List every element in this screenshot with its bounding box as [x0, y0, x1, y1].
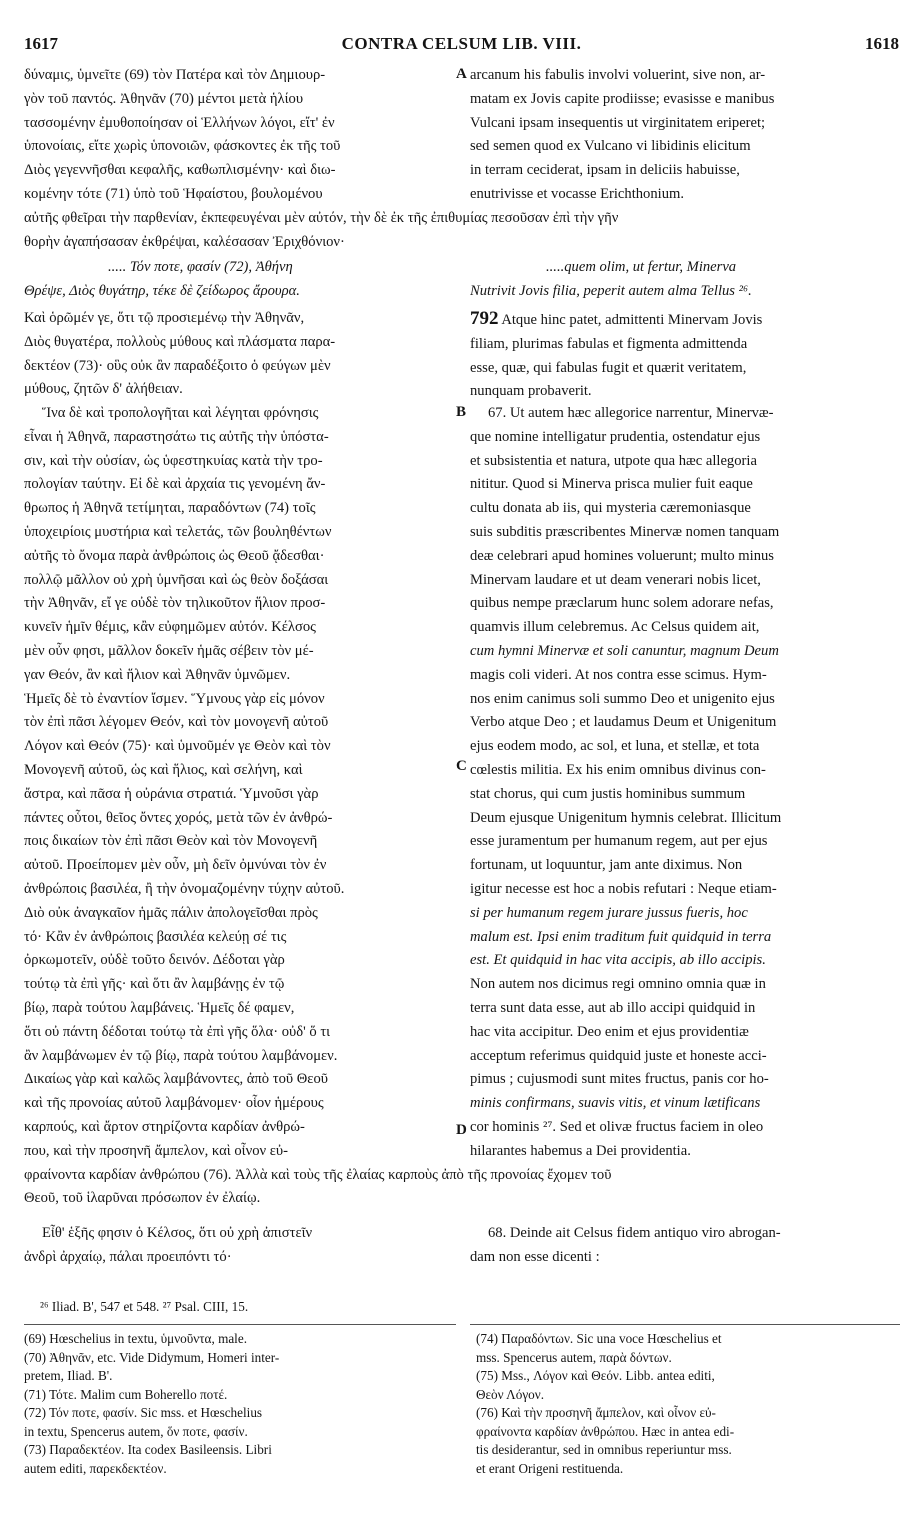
greek-column-section-3 [24, 402, 456, 1164]
greek-line: ὑπονοίαις, εἴτε χωρὶς ὑπονοιῶν, φάσκοντες ἐκ τῆς τοῦ [24, 138, 341, 155]
verse-line: ..... Τόν ποτε, φασίν (72), Ἀθήνη [108, 259, 293, 275]
running-header [24, 34, 899, 58]
greek-line: βίῳ, παρὰ τούτου λαμβάνεις. Ἡμεῖς δέ φαμεν, [24, 999, 295, 1016]
running-title: CONTRA CELSUM LIB. VIII. [341, 34, 582, 53]
note-line: et erant Origeni restituenda. [476, 1460, 624, 1476]
greek-line: μὲν οὖν φησι, μᾶλλον δοκεῖν ἡμᾶς σέβειν τὸν μέ- [24, 642, 314, 659]
footnote-references [40, 1298, 640, 1317]
note-line: (70) Ἀθηνᾶν, etc. Vide Didymum, Homeri inter- [24, 1349, 280, 1365]
greek-column-section-1 [24, 64, 456, 207]
latin-column-section-2 [470, 307, 900, 404]
margin-letter-b: B [456, 404, 467, 420]
latin-line: terra sunt data esse, aut ab illo accipi quidquid in [470, 999, 756, 1016]
greek-column-section-4 [24, 1222, 456, 1270]
greek-line: κυνεῖν ἡμῖν θέμις, κἂν εὐφημῶμεν αὐτόν. Κέλσος [24, 619, 316, 636]
greek-line: Εἶθ' ἑξῆς φησιν ὁ Κέλσος, ὅτι οὐ χρὴ ἀπιστεῖν [42, 1225, 313, 1241]
greek-line: κομένην τότε (71) ὑπὸ τοῦ Ἡφαίστου, βουλομένου [24, 185, 323, 202]
greek-line: πολλῷ μᾶλλον οὐ χρὴ ὑμνῆσαι καὶ ὡς θεὸν δοξάσαι [24, 571, 329, 588]
full-width-greek-lines [24, 207, 904, 255]
greek-line: Ἵνα δὲ καὶ τροπολογῆται καὶ λέγηται φρόνησις [42, 405, 319, 421]
note-line: (72) Τόν ποτε, φασίν. Sic mss. et Hœschelius [24, 1405, 263, 1420]
latin-line: est. Et quidquid in hac vita accipis, ab illo accipis. [470, 952, 766, 969]
column-number-792: 792 [470, 308, 499, 329]
margin-letter-c: C [456, 758, 467, 774]
latin-line: ejus eodem modo, ac sol, et luna, et stellæ, et tota [470, 738, 760, 755]
latin-line: si per humanum regem jurare jussus fueris, hoc [470, 904, 748, 921]
greek-line: ὀρκωμοτεῖν, οὐδὲ τοῦτο δεινόν. Δέδοται γὰρ [24, 952, 285, 969]
latin-line: nos enim canimus soli summo Deo et unigenito ejus [470, 690, 775, 707]
note-line: φραίνοντα καρδίαν ἀνθρώπου. Hæc in antea edi- [476, 1423, 735, 1439]
latin-line: filiam, plurimas fabulas et figmenta admittenda [470, 335, 748, 352]
latin-line: igitur necesse est hoc a nobis refutari : Neque etiam- [470, 880, 777, 897]
latin-line: Deum ejusque Unigenitum hymnis celebrat. Illicitum [470, 809, 782, 826]
latin-line: enutrivisse et vocasse Erichthonium. [470, 185, 684, 202]
latin-line: hilarantes habemus a Dei providentia. [470, 1142, 691, 1159]
latin-line: stat chorus, qui cum justis hominibus summum [470, 785, 746, 802]
latin-column-section-1 [470, 64, 900, 207]
greek-line: Δικαίως γὰρ καὶ καλῶς λαμβάνοντες, ἀπὸ τοῦ Θεοῦ [24, 1071, 328, 1088]
note-line: pretem, Iliad. B'. [24, 1368, 113, 1383]
greek-column-section-2 [24, 307, 456, 402]
greek-line: τούτῳ τὰ ἐπὶ γῆς· καὶ ὅτι ἂν λαμβάνῃς ἐν τῷ [24, 976, 285, 993]
greek-line: Διὸ οὐκ ἀναγκαῖον ἡμᾶς πάλιν ἀπολογεῖσθαι πρὸς [24, 904, 318, 921]
greek-line: δύναμις, ὑμνεῖτε (69) τὸν Πατέρα καὶ τὸν Δημιουρ- [24, 67, 326, 83]
greek-line: τασσομένην ἐμυθοποίησαν οἱ Ἑλλήνων λόγοι, εἴτ' ἐν [24, 114, 335, 131]
latin-line: que nomine intelligatur prudentia, ostendatur ejus [470, 428, 761, 445]
greek-line: Διὸς γεγεννῆσθαι κεφαλῆς, καθωπλισμένην· καὶ διω- [24, 162, 336, 179]
latin-line: Atque hinc patet, admittenti Minervam Jovis [498, 312, 763, 328]
greek-line: εἶναι ἡ Ἀθηνᾶ, παραστησάτω τις αὐτῆς τὴν ὑπόστα- [24, 428, 329, 445]
greek-line: αὐτοῦ. Προείπομεν μὲν οὖν, μὴ δεῖν ὀμνύναι τὸν ἐν [24, 857, 327, 874]
greek-verse-quote [24, 256, 456, 304]
latin-line: 67. Ut autem hæc allegorice narrentur, Minervæ- [488, 405, 774, 421]
latin-line: nunquam probaverit. [470, 383, 592, 400]
greek-line: καὶ τῆς προνοίας αὐτοῦ λαμβάνομεν· οἷον ἡμέρους [24, 1095, 324, 1112]
latin-line: suis subditis præscribentes Minervæ nomen tanquam [470, 523, 780, 540]
latin-line: minis confirmans, suavis vitis, et vinum lætificans [470, 1095, 761, 1112]
latin-line: quamvis illum celebremus. Ac Celsus quidem ait, [470, 619, 760, 636]
greek-line: πολογίαν ταύτην. Εἰ δὲ καὶ ἀρχαία τις γενομένη ἄν- [24, 476, 326, 493]
notes-divider-left [24, 1324, 456, 1325]
greek-line: γαν Θεόν, ἂν καὶ ἥλιον καὶ Ἀθηνᾶν ὑμνῶμεν. [24, 666, 291, 683]
greek-line: τὴν Ἀθηνᾶν, εἴ γε οὐδὲ τὸν τηλικοῦτον ἥλιον προσ- [24, 595, 326, 612]
note-line: Θεὸν Λόγον. [476, 1386, 545, 1402]
greek-line: Καὶ ὁρῶμέν γε, ὅτι τῷ προσιεμένῳ τὴν Ἀθηνᾶν, [24, 310, 305, 326]
greek-line: θρωπος ἡ Ἀθηνᾶ τετίμηται, παραδόντων (74) τοῖς [24, 500, 316, 517]
latin-line: esse juramentum per humanum regem, aut per ejus [470, 833, 768, 850]
latin-line: magis coli videri. At nos contra esse scimus. Hym- [470, 666, 767, 683]
latin-line: Non autem nos dicimus regi omnino omnia quæ in [470, 976, 766, 993]
latin-line: deæ celebrari apud homines voluerunt; multo minus [470, 547, 774, 564]
latin-line: cum hymni Minervæ et soli canuntur, magnum Deum [470, 642, 779, 659]
note-line: (75) Mss., Λόγον καὶ Θεόν. Libb. antea editi, [476, 1368, 715, 1383]
note-line: (73) Παραδεκτέον. Ita codex Basileensis. Libri [24, 1442, 272, 1457]
greek-line: Μονογενῆ αὐτοῦ, ὡς καὶ ἥλιος, καὶ σελήνη, καὶ [24, 761, 303, 778]
greek-line: ἀνδρὶ ἀρχαίῳ, πάλαι προειπόντι τό· [24, 1248, 232, 1265]
latin-verse-quote [470, 256, 900, 304]
latin-line: Vulcani ipsam insequentis ut virginitatem eriperet; [470, 114, 766, 131]
margin-letter-a: A [456, 66, 467, 82]
greek-line: ὅτι οὐ πάντη δέδοται τούτῳ τὰ ἐπὶ γῆς ὅλα· οὐδ' ὅ τι [24, 1023, 331, 1040]
latin-line: cultu donata ab iis, qui mysteria cæremoniasque [470, 500, 751, 517]
latin-line: pimus ; cujusmodi sunt mites fructus, panis cor ho- [470, 1071, 769, 1088]
latin-line: esse, quæ, qui fabulas fugit et quærit veritatem, [470, 359, 747, 376]
greek-line: τό· Κἂν ἐν ἀνθρώποις βασιλέα κελεύῃ σέ τις [24, 928, 287, 945]
note-line: (69) Hœschelius in textu, ὑμνοῦντα, male. [24, 1331, 247, 1346]
critical-notes-right [476, 1330, 900, 1478]
greek-line: γὸν τοῦ παντός. Ἀθηνᾶν (70) μέντοι μετὰ ἡλίου [24, 90, 304, 107]
note-line: autem editi, παρεκδεκτέον. [24, 1460, 167, 1476]
greek-line: δεκτέον (73)· οὓς οὐκ ἂν παραδέξοιτο ὁ φεύγων μὲν [24, 357, 331, 374]
latin-line: nititur. Quod si Minerva prisca mulier fuit eaque [470, 476, 753, 493]
greek-line: πάντες οὗτοι, θεῖος ὄντες χορός, μετὰ τῶν ἐν ἀνθρώ- [24, 809, 333, 826]
verse-line: Nutrivit Jovis filia, peperit autem alma Tellus ²⁶. [470, 282, 752, 299]
latin-line: dam non esse dicenti : [470, 1248, 600, 1265]
greek-line: φραίνοντα καρδίαν ἀνθρώπου (76). Ἀλλὰ καὶ τοὺς τῆς ἐλαίας καρποὺς ἀπὸ τῆς προνοίας ἔχομεν τοῦ [24, 1166, 612, 1183]
note-line: (76) Καὶ τὴν προσηνῆ ἄμπελον, καὶ οἶνον εὐ- [476, 1405, 716, 1420]
greek-line: ὑποχειρίοις μυστήρια καὶ τελετάς, τῶν βουληθέντων [24, 523, 332, 540]
latin-line: Minervam laudare et ut deam venerari nobis licet, [470, 571, 761, 588]
greek-line: ποις δικαίων τὸν ἐπὶ πᾶσι Θεὸν καὶ τὸν Μονογενῆ [24, 833, 318, 850]
greek-line: Θεοῦ, τοῦ ἱλαρῦναι πρόσωπον ἐν ἐλαίῳ. [24, 1190, 261, 1207]
latin-line: Verbo atque Deo ; et laudamus Deum et Unigenitum [470, 714, 777, 731]
greek-line: ἄστρα, καὶ πᾶσα ἡ οὐράνια στρατιά. Ὑμνοῦσι γὰρ [24, 785, 319, 802]
latin-line: cor hominis ²⁷. Sed et olivæ fructus faciem in oleo [470, 1118, 764, 1135]
full-width-greek-tail [24, 1164, 904, 1212]
latin-line: cœlestis militia. Ex his enim omnibus divinus con- [470, 761, 766, 778]
latin-line: matam ex Jovis capite prodiisse; evasisse e manibus [470, 90, 775, 107]
greek-line: καρπούς, καὶ ἄρτον στηρίζοντα καρδίαν ἀνθρώ- [24, 1118, 305, 1135]
critical-notes-left [24, 1330, 456, 1478]
greek-line: Λόγον καὶ Θεόν (75)· καὶ ὑμνοῦμέν γε Θεὸν καὶ τὸν [24, 738, 331, 755]
latin-line: et subsistentia et natura, utpote qua hæc allegoria [470, 452, 757, 469]
latin-line: sed semen quod ex Vulcano vi libidinis elicitum [470, 138, 751, 155]
note-line: tis desiderantur, sed in omnibus reperiuntur mss. [476, 1442, 732, 1457]
greek-line: Διὸς θυγατέρα, πολλοὺς μύθους καὶ πλάσματα παρα- [24, 333, 336, 350]
latin-column-section-4 [470, 1222, 900, 1270]
greek-line: ἀνθρώποις βασιλέα, ἢ τὴν ὀνομαζομένην τύχην αὐτοῦ. [24, 880, 345, 897]
page-number-right: 1618 [865, 34, 899, 53]
latin-line: quibus nempe præclarum hunc solem adorare nefas, [470, 595, 774, 612]
greek-line: ἂν λαμβάνωμεν ἐν τῷ βίῳ, παρὰ τούτου λαμβάνομεν. [24, 1047, 338, 1064]
note-line: mss. Spencerus autem, παρὰ δόντων. [476, 1349, 672, 1365]
notes-divider-right [470, 1324, 900, 1325]
greek-line: αὐτῆς φθεῖραι τὴν παρθενίαν, ἐκπεφευγέναι μὲν αὐτόν, τὴν δὲ ἐκ τῆς ἐπιθυμίας πεσοῦσαν ἐπὶ τὴν γῆν [24, 210, 619, 226]
greek-line: αὐτῆς τὸ ὄνομα παρὰ ἀνθρώποις ὡς Θεοῦ ᾄδεσθαι· [24, 547, 325, 564]
latin-line: arcanum his fabulis involvi voluerint, sive non, ar- [470, 67, 766, 83]
greek-line: που, καὶ τὴν προσηνῆ ἄμπελον, καὶ οἶνον εὐ- [24, 1142, 288, 1159]
latin-line: fortunam, ut loquuntur, jam ante diximus. Non [470, 857, 743, 874]
greek-line: τὸν ἐπὶ πᾶσι λέγομεν Θεόν, καὶ τὸν μονογενῆ αὐτοῦ [24, 714, 329, 731]
latin-column-section-3 [470, 402, 900, 1164]
latin-line: malum est. Ipsi enim traditum fuit quidquid in terra [470, 928, 772, 945]
reference-line: ²⁶ Iliad. B', 547 et 548. ²⁷ Psal. CIII, 15. [40, 1299, 249, 1314]
latin-line: acceptum referimus quidquid juste et honeste acci- [470, 1047, 767, 1064]
note-line: in textu, Spencerus autem, ὅν ποτε, φασίν. [24, 1423, 248, 1439]
greek-line: μύθους, ζητῶν δ' ἀλήθειαν. [24, 381, 183, 398]
page-number-left: 1617 [24, 34, 58, 53]
latin-line: 68. Deinde ait Celsus fidem antiquo viro abrogan- [488, 1225, 781, 1241]
note-line: (71) Τότε. Malim cum Boherello ποτέ. [24, 1386, 228, 1402]
latin-line: hac vita accipitur. Deo enim et ejus providentiæ [470, 1023, 749, 1040]
note-line: (74) Παραδόντων. Sic una voce Hœschelius et [476, 1331, 722, 1346]
latin-line: in terram ceciderat, ipsam in deliciis habuisse, [470, 162, 740, 179]
greek-line: θορὴν ἀγαπήσασαν ἐκθρέψαι, καλέσασαν Ἐριχθόνιον· [24, 233, 345, 250]
verse-line: .....quem olim, ut fertur, Minerva [546, 259, 737, 275]
verse-line: Θρέψε, Διὸς θυγάτηρ, τέκε δὲ ζείδωρος ἄρουρα. [24, 282, 300, 299]
margin-letter-d: D [456, 1122, 467, 1138]
greek-line: σιν, καὶ τὴν οὐσίαν, ὡς ὑφεστηκυίας κατὰ τὴν τρο- [24, 452, 323, 469]
greek-line: Ἡμεῖς δὲ τὸ ἐναντίον ἴσμεν. Ὕμνους γὰρ εἰς μόνον [24, 690, 325, 707]
